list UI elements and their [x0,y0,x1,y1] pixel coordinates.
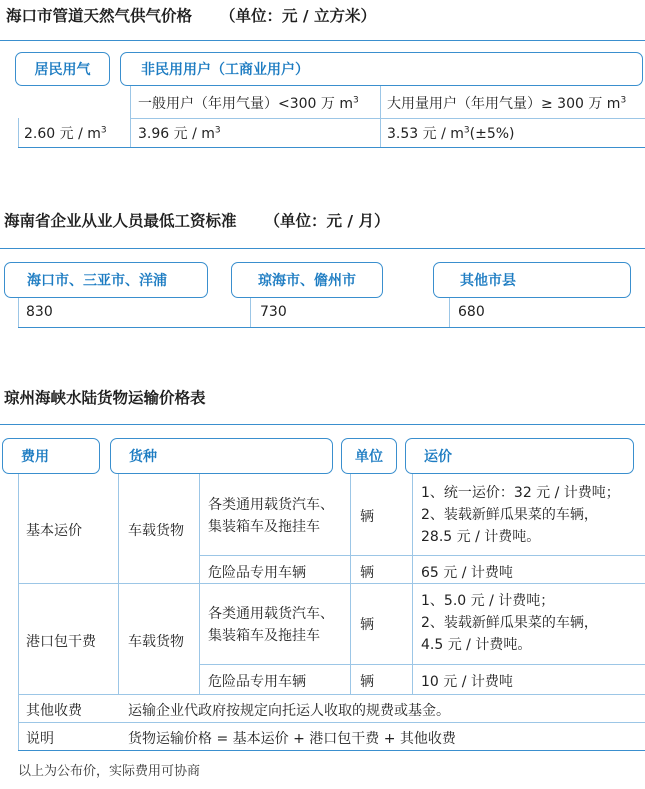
port-danger-type: 危险品专用车辆 [208,674,306,690]
transport-header-cargo: 货种 [110,438,333,474]
basic-danger-unit: 辆 [360,565,374,581]
wage-header-region-2: 琼海市、儋州市 [231,262,383,298]
basic-general-unit: 辆 [360,509,374,525]
gas-title: 海口市管道天然气供气价格 [6,7,193,25]
wage-title: 海南省企业从业人员最低工资标准 [4,212,237,230]
note-label: 说明 [26,731,54,747]
gas-subheader-large [387,93,626,113]
wage-header-region-3: 其他市县 [433,262,631,298]
port-danger-price: 10 元 / 计费吨 [421,674,513,690]
wage-divider [250,298,251,328]
port-general-type-line: 集装箱车及拖挂车 [208,628,320,644]
basic-general-type-line: 集装箱车及拖挂车 [208,519,320,535]
gas-price-general-text: 3.96 元 / m [138,126,215,142]
port-general-price-line: 1、5.0 元 / 计费吨； [421,593,555,609]
superscript: 3 [353,95,359,106]
port-general-type-line: 各类通用载货汽车、 [208,606,334,622]
transport-section-title: 琼州海峡水陆货物运输价格表 [4,389,206,407]
gas-divider [130,86,131,147]
port-general-price-line: 4.5 元 / 计费吨。 [421,637,532,653]
port-general-price [421,590,598,656]
note-text: 货物运输价格 = 基本运价 + 港口包干费 + 其他收费 [128,731,456,747]
gas-subheader-general-text: 一般用户（年用气量）<300 万 m [138,96,353,112]
wage-value-region-2: 730 [260,304,287,320]
port-fee-label: 港口包干费 [26,634,96,650]
gas-price-large-tolerance: (±5%) [469,126,515,142]
basic-general-price-line: 1、统一运价：32 元 / 计费吨； [421,485,620,501]
port-danger-unit: 辆 [360,674,374,690]
transport-row-rule [18,722,645,723]
gas-header-nonresidential: 非民用用户（工商业用户） [120,52,643,86]
footnote: 以上为公布价，实际费用可协商 [18,764,201,779]
basic-fee-label: 基本运价 [26,523,82,539]
wage-top-rule [0,248,645,249]
basic-general-type [208,494,334,538]
gas-subheader-large-text: 大用量用户（年用气量）≥ 300 万 m [387,96,621,112]
gas-bottom-rule [18,147,645,148]
wage-divider [449,298,450,328]
gas-price-large-text: 3.53 元 / m [387,126,464,142]
gas-price-residential [24,123,107,143]
transport-divider [118,474,119,694]
transport-divider [412,474,413,694]
basic-general-price-line: 2、装载新鲜瓜果菜的车辆， [421,507,598,523]
basic-general-price-line: 28.5 元 / 计费吨。 [421,529,541,545]
gas-price-large [387,123,515,143]
gas-subheader-general [138,93,359,113]
wage-header-region-1: 海口市、三亚市、洋浦 [4,262,208,298]
transport-divider [350,474,351,694]
transport-header-fee: 费用 [2,438,100,474]
basic-general-type-line: 各类通用载货汽车、 [208,497,334,513]
wage-value-region-3: 680 [458,304,485,320]
superscript: 3 [214,125,221,136]
gas-price-residential-text: 2.60 元 / m [24,126,101,142]
superscript: 3 [463,125,470,136]
wage-divider [18,298,19,328]
superscript: 3 [100,125,107,136]
transport-divider [18,474,19,750]
transport-bottom-rule [18,750,645,751]
transport-header-unit: 单位 [341,438,397,474]
gas-divider [18,118,19,147]
wage-value-region-1: 830 [26,304,53,320]
basic-danger-type: 危险品专用车辆 [208,565,306,581]
gas-unit: （单位：元 / 立方米） [220,7,376,25]
transport-divider [199,474,200,694]
superscript: 3 [620,95,627,106]
gas-section-title [6,4,376,26]
gas-top-rule [0,40,645,41]
wage-unit: （单位：元 / 月） [264,212,390,230]
gas-price-general [138,123,221,143]
transport-top-rule [0,424,645,425]
other-fee-text: 运输企业代政府按规定向托运人收取的规费或基金。 [128,703,450,719]
basic-general-price [421,482,620,548]
transport-row-rule [18,694,645,695]
gas-divider [380,86,381,147]
gas-subheader-rule [130,118,645,119]
transport-row-rule [199,555,645,556]
transport-row-rule [18,583,645,584]
gas-header-residential: 居民用气 [15,52,110,86]
wage-bottom-rule [18,327,645,328]
transport-row-rule [199,664,645,665]
port-general-type [208,603,334,647]
transport-header-price: 运价 [405,438,634,474]
basic-cargo: 车载货物 [128,523,184,539]
wage-section-title [4,209,389,231]
port-general-price-line: 2、装载新鲜瓜果菜的车辆， [421,615,598,631]
other-fee-label: 其他收费 [26,703,82,719]
basic-danger-price: 65 元 / 计费吨 [421,565,513,581]
port-cargo: 车载货物 [128,634,184,650]
port-general-unit: 辆 [360,617,374,633]
